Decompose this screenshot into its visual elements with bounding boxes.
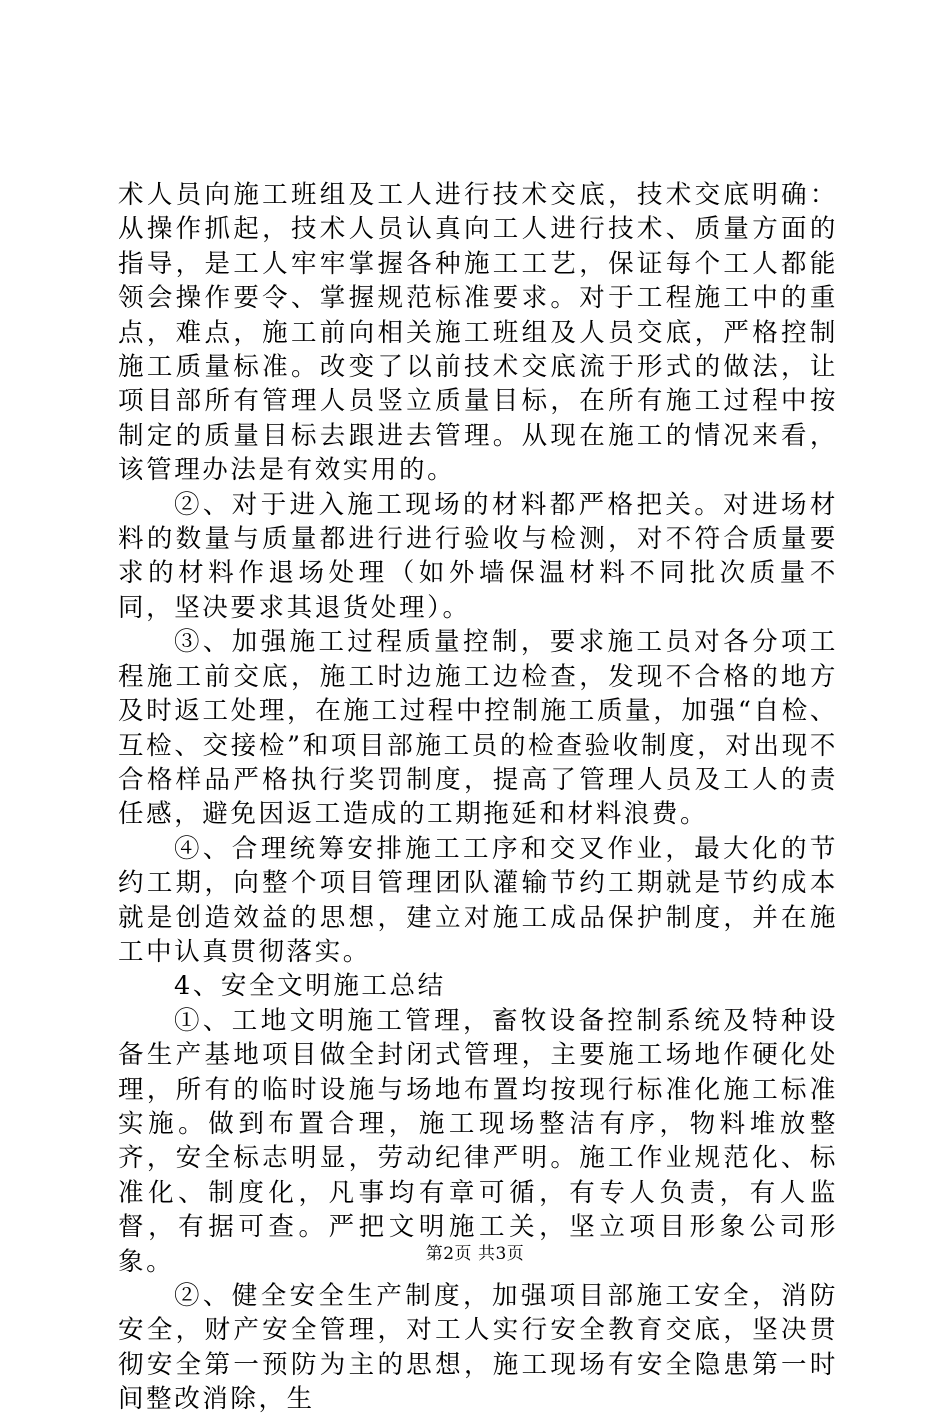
paragraph-schedule-planning: ④、合理统筹安排施工工序和交叉作业，最大化的节约工期，向整个项目管理团队灌输节约工期就是节约成本就是创造效益的思想，建立对施工成品保护制度，并在施工中认真贯彻落实。 bbox=[118, 833, 838, 967]
section-heading-safety: 4、安全文明施工总结 bbox=[174, 971, 446, 1002]
paragraph-process-quality: ③、加强施工过程质量控制，要求施工员对各分项工程施工前交底，施工时边施工边检查，发现不合格的地方及时返工处理，在施工过程中控制施工质量，加强“自检、互检、交接检”和项目部施工员的检查验收制度，对出现不合格样品严格执行奖罚制度，提高了管理人员及工人的责任感，避免因返工造成的工期拖延和材料浪费。 bbox=[118, 627, 838, 830]
paragraph-civilized-construction: ①、工地文明施工管理，畜牧设备控制系统及特种设备生产基地项目做全封闭式管理，主要施工场地作硬化处理，所有的临时设施与场地布置均按现行标准化施工标准实施。做到布置合理，施工现场整洁有序，物料堆放整齐，安全标志明显，劳动纪律严明。施工作业规范化、标准化、制度化，凡事均有章可循，有专人负责，有人监督，有据可查。严把文明施工关，坚立项目形象公司形象。 bbox=[118, 1005, 838, 1277]
page-footer: 第2页 共3页 bbox=[425, 1244, 525, 1264]
paragraph-technical-briefing: 术人员向施工班组及工人进行技术交底，技术交底明确：从操作抓起，技术人员认真向工人进行技术、质量方面的指导，是工人牢牢掌握各种施工工艺，保证每个工人都能领会操作要令、掌握规范标准要求。对于工程施工中的重点，难点，施工前向相关施工班组及人员交底，严格控制施工质量标准。改变了以前技术交底流于形式的做法，让项目部所有管理人员竖立质量目标，在所有施工过程中按制定的质量目标去跟进去管理。从现在施工的情况来看，该管理办法是有效实用的。 bbox=[118, 180, 838, 486]
paragraph-material-control: ②、对于进入施工现场的材料都严格把关。对进场材料的数量与质量都进行进行验收与检测，对不符合质量要求的材料作退场处理（如外墙保温材料不同批次质量不同，坚决要求其退货处理）。 bbox=[118, 489, 838, 623]
paragraph-safety-system: ②、健全安全生产制度，加强项目部施工安全，消防安全，财产安全管理，对工人实行安全教育交底，坚决贯彻安全第一预防为主的思想，施工现场有安全隐患第一时间整改消除，生 bbox=[118, 1281, 838, 1415]
document-body bbox=[118, 178, 838, 1417]
